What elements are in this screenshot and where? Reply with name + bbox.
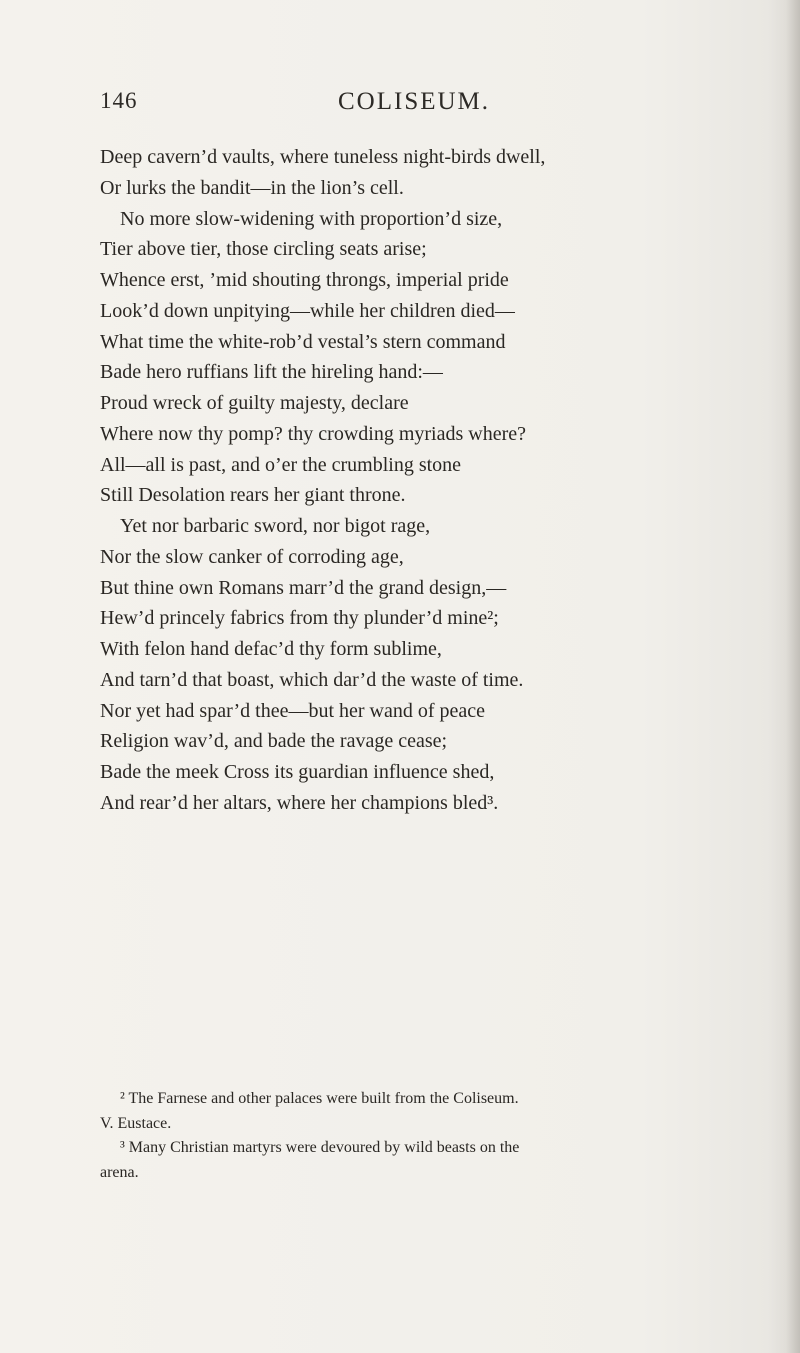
footnotes <box>100 1087 790 1186</box>
footnote-line: V. Eustace. <box>100 1114 172 1132</box>
poem-line: And rear’d her altars, where her champions bled³. <box>100 791 499 814</box>
poem-line: Nor yet had spar’d thee—but her wand of peace <box>100 699 486 722</box>
poem-line: Or lurks the bandit—in the lion’s cell. <box>100 176 404 199</box>
footnote-line: ³ Many Christian martyrs were devoured by wild beasts on the <box>120 1139 520 1157</box>
poem-line: What time the white-rob’d vestal’s stern command <box>100 330 506 353</box>
poem-line: Look’d down unpitying—while her children died— <box>100 299 515 322</box>
poem-line: Tier above tier, those circling seats arise; <box>100 238 427 261</box>
poem-line: Still Desolation rears her giant throne. <box>100 484 406 507</box>
poem-line: Bade hero ruffians lift the hireling hand:— <box>100 361 443 384</box>
poem-line: Yet nor barbaric sword, nor bigot rage, <box>120 515 431 537</box>
footnote-line: arena. <box>100 1164 139 1182</box>
poem-line: All—all is past, and o’er the crumbling stone <box>100 453 462 476</box>
poem-line: Where now thy pomp? thy crowding myriads where? <box>100 422 526 445</box>
poem-line: Hew’d princely fabrics from thy plunder’d mine²; <box>100 607 499 630</box>
poem-line: And tarn’d that boast, which dar’d the waste of time. <box>100 668 524 691</box>
poem-line: But thine own Romans marr’d the grand design,— <box>100 576 507 599</box>
page-header <box>100 88 760 122</box>
poem-body <box>100 142 780 819</box>
footnote-line: ² The Farnese and other palaces were built from the Coliseum. <box>120 1090 519 1107</box>
page-number: 146 <box>100 88 138 113</box>
poem-line: Nor the slow canker of corroding age, <box>100 545 404 568</box>
running-title: COLISEUM. <box>338 88 491 115</box>
poem-line: Deep cavern’d vaults, where tuneless night-birds dwell, <box>100 146 546 168</box>
poem-line: Bade the meek Cross its guardian influence shed, <box>100 761 495 783</box>
poem-line: Religion wav’d, and bade the ravage cease; <box>100 730 448 753</box>
poem-line: Whence erst, ’mid shouting throngs, imperial pride <box>100 269 509 291</box>
poem-line: No more slow-widening with proportion’d size, <box>120 207 503 230</box>
poem-line: Proud wreck of guilty majesty, declare <box>100 392 409 414</box>
poem-line: With felon hand defac’d thy form sublime, <box>100 638 442 660</box>
